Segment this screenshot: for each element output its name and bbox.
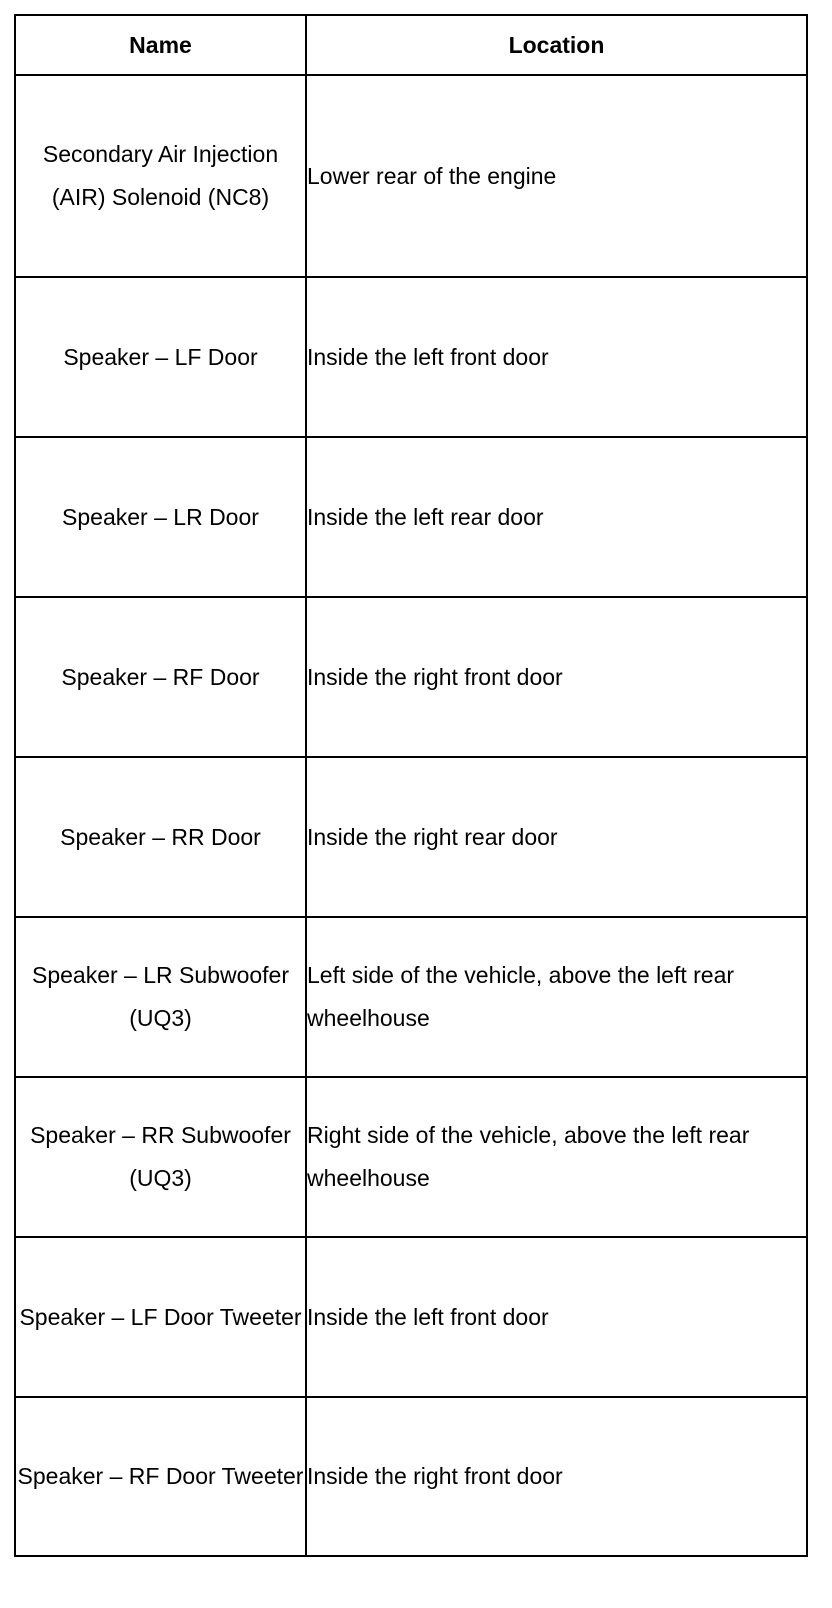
- header-name: Name: [15, 15, 306, 75]
- component-name: Speaker – LF Door: [15, 277, 306, 437]
- component-name: Speaker – RF Door: [15, 597, 306, 757]
- component-location: Right side of the vehicle, above the left rear wheelhouse: [306, 1077, 807, 1237]
- table-row: [15, 757, 807, 917]
- table-row: [15, 277, 807, 437]
- component-location: Inside the right front door: [306, 1397, 807, 1556]
- component-location: Inside the right front door: [306, 597, 807, 757]
- table-row: [15, 1077, 807, 1237]
- table-row: [15, 917, 807, 1077]
- component-location: Inside the left rear door: [306, 437, 807, 597]
- component-location: Inside the left front door: [306, 1237, 807, 1397]
- table-row: [15, 597, 807, 757]
- component-name: Secondary Air Injection (AIR) Solenoid (NC8): [15, 75, 306, 277]
- header-location: Location: [306, 15, 807, 75]
- component-name: Speaker – LF Door Tweeter: [15, 1237, 306, 1397]
- table-row: [15, 1237, 807, 1397]
- component-name: Speaker – LR Subwoofer (UQ3): [15, 917, 306, 1077]
- component-location-table: [14, 14, 808, 1557]
- component-location: Inside the right rear door: [306, 757, 807, 917]
- component-location: Left side of the vehicle, above the left rear wheelhouse: [306, 917, 807, 1077]
- component-location: Lower rear of the engine: [306, 75, 807, 277]
- table-row: [15, 437, 807, 597]
- component-location: Inside the left front door: [306, 277, 807, 437]
- table-row: [15, 75, 807, 277]
- component-name: Speaker – LR Door: [15, 437, 306, 597]
- component-name: Speaker – RR Door: [15, 757, 306, 917]
- component-name: Speaker – RF Door Tweeter: [15, 1397, 306, 1556]
- component-name: Speaker – RR Subwoofer (UQ3): [15, 1077, 306, 1237]
- table-header-row: [15, 15, 807, 75]
- table-row: [15, 1397, 807, 1556]
